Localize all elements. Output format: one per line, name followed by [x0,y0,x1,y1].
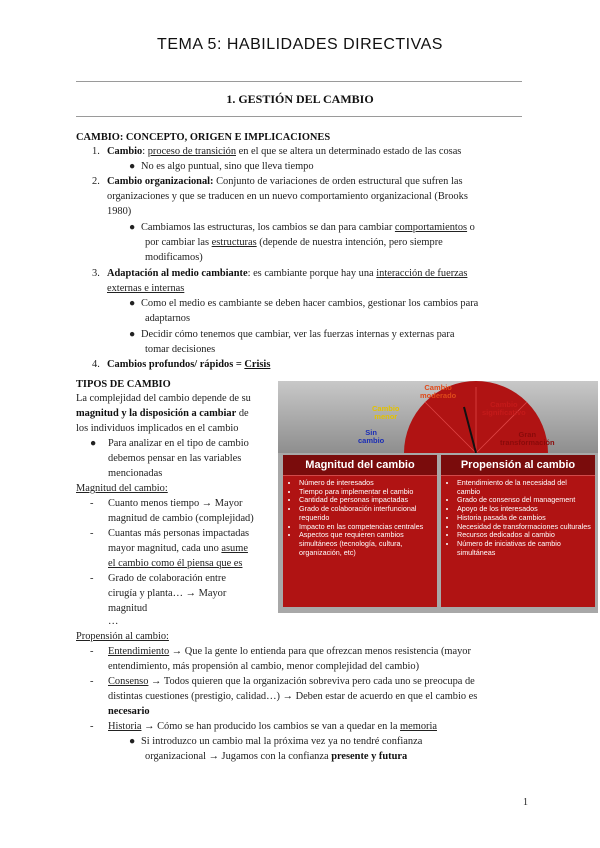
propension-item-consenso-line3: necesario [108,706,150,717]
list-item-2: 2. Cambio organizacional: Conjunto de variaciones de orden estructural que sufren las [92,176,463,187]
panel-list-item: • Cantidad de personas impactadas [299,496,433,505]
tipos-bullet-line3: mencionadas [108,468,163,479]
propension-item-consenso: - Consenso → Todos quieren que la organización sobreviva pero cada uno se preocupa de [90,676,475,687]
change-figure [278,381,598,613]
panel-list-item: • Número de interesados [299,479,433,488]
list-item-2-sub-line3: modificamos) [145,252,203,263]
panel-list-item: • Necesidad de transformaciones culturales [457,523,591,532]
divider-top [76,81,522,82]
list-item-1: 1. Cambio: proceso de transición en el que se altera un determinado estado de las cosas [92,146,462,157]
section-title: 1. GESTIÓN DEL CAMBIO [226,92,374,106]
list-item-3-sub-2: ● Decidir cómo tenemos que cambiar, ver las fuerzas internas y externas para [129,329,455,340]
list-item-3-sub-1-line2: adaptarnos [145,313,191,324]
tipos-paragraph-line2: magnitud y la disposición a cambiar de [76,408,249,419]
list-item-1-sub: ● No es algo puntual, sino que lleva tiempo [129,161,314,172]
gauge-label-sin-cambio: Sin cambio [358,428,385,445]
magnitud-panel-title: Magnitud del cambio [283,455,437,476]
panel-list-item: • Apoyo de los interesados [457,505,591,514]
magnitud-item-1-line2: magnitud de cambio (complejidad) [108,513,254,524]
list-item-3-line2: externas e internas [107,283,185,294]
list-item-2-sub-line2: por cambiar las estructuras (depende de nuestra intención, pero siempre [145,237,443,248]
gauge-label-cambio-moderado: Cambio moderado [420,383,457,400]
tipos-paragraph-line1: La complejidad del cambio depende de su [76,393,251,404]
panel-list-item: • Impacto en las competencias centrales [299,523,433,532]
magnitud-item-2: - Cuantas más personas impactadas [90,528,250,539]
list-item-2-sub: ● Cambiamos las estructuras, los cambios se dan para cambiar comportamientos o [129,222,475,233]
subsection-title: CAMBIO: CONCEPTO, ORIGEN E IMPLICACIONES [76,132,331,143]
propension-item-consenso-line2: distintas cuestiones (prestigio, calidad…) → Deben estar de acuerdo en que el cambio es [108,691,478,702]
tipos-paragraph-line3: los individuos implicados en el cambio [76,423,239,434]
propension-panel-list [441,479,595,557]
panel-list-item: • Número de iniciativas de cambio simultáneas [457,540,591,557]
tipos-bullet: ● Para analizar en el tipo de cambio [90,438,249,449]
list-item-3-sub-2-line2: tomar decisiones [145,344,216,355]
tipos-heading: TIPOS DE CAMBIO [76,379,171,390]
document-title: TEMA 5: HABILIDADES DIRECTIVAS [157,36,443,53]
list-item-4: 4. Cambios profundos/ rápidos = Crisis [92,359,271,370]
list-item-2-line2: organizaciones y que se traducen en un nuevo comportamiento organizacional (Brooks [107,191,468,202]
gauge-label-cambio-significativo: Cambio significativo [482,400,526,417]
propension-item-historia-sub: ● Si introduzco un cambio mal la próxima vez ya no tendré confianza [129,736,423,747]
propension-panel [441,455,595,607]
magnitud-item-3: - Grado de colaboración entre [90,573,226,584]
propension-item-historia: - Historia → Cómo se han producido los cambios se van a quedar en la memoria [90,721,437,732]
list-item-3: 3. Adaptación al medio cambiante: es cambiante porque hay una interacción de fuerzas [92,268,468,279]
magnitud-heading: Magnitud del cambio: [76,483,168,494]
magnitud-item-2-line3: el cambio como él piensa que es [108,558,243,569]
propension-item-entendimiento-line2: entendimiento, más propensión al cambio, menor complejidad del cambio) [108,661,420,672]
panel-list-item: • Aspectos que requieren cambios simultáneos (tecnología, cultura, organización, etc) [299,531,433,557]
gauge-label-cambio-menor: Cambio menor [372,404,400,421]
propension-item-historia-sub-line2: organizacional → Jugamos con la confianza presente y futura [145,751,408,762]
magnitud-panel [283,455,437,607]
magnitud-item-1: - Cuanto menos tiempo → Mayor [90,498,243,509]
page-number: 1 [523,797,528,808]
gauge-label-gran-transformacion: Gran transformación [500,430,555,447]
tipos-bullet-line2: debemos pensar en las variables [108,453,242,464]
magnitud-ellipsis: … [108,616,119,627]
panel-list-item: • Historia pasada de cambios [457,514,591,523]
list-item-3-sub-1: ● Como el medio es cambiante se deben hacer cambios, gestionar los cambios para [129,298,479,309]
panel-list-item: • Grado de colaboración interfuncional requerido [299,505,433,522]
list-item-2-line3: 1980) [107,206,132,217]
panel-list-item: • Recursos dedicados al cambio [457,531,591,540]
divider-bottom [76,116,522,117]
magnitud-item-2-line2: mayor magnitud, cada uno asume [108,543,248,554]
propension-panel-title: Propensión al cambio [441,455,595,476]
panel-list-item: • Entendimiento de la necesidad del cambio [457,479,591,496]
propension-item-entendimiento: - Entendimiento → Que la gente lo entienda para que ofrezcan menos resistencia (mayor [90,646,471,657]
propension-heading: Propensión al cambio: [76,631,169,642]
magnitud-item-3-line3: magnitud [108,603,148,614]
panel-list-item: • Grado de consenso del management [457,496,591,505]
magnitud-item-3-line2: cirugía y planta… → Mayor [108,588,227,599]
magnitud-panel-list [283,479,437,557]
panel-list-item: • Tiempo para implementar el cambio [299,488,433,497]
